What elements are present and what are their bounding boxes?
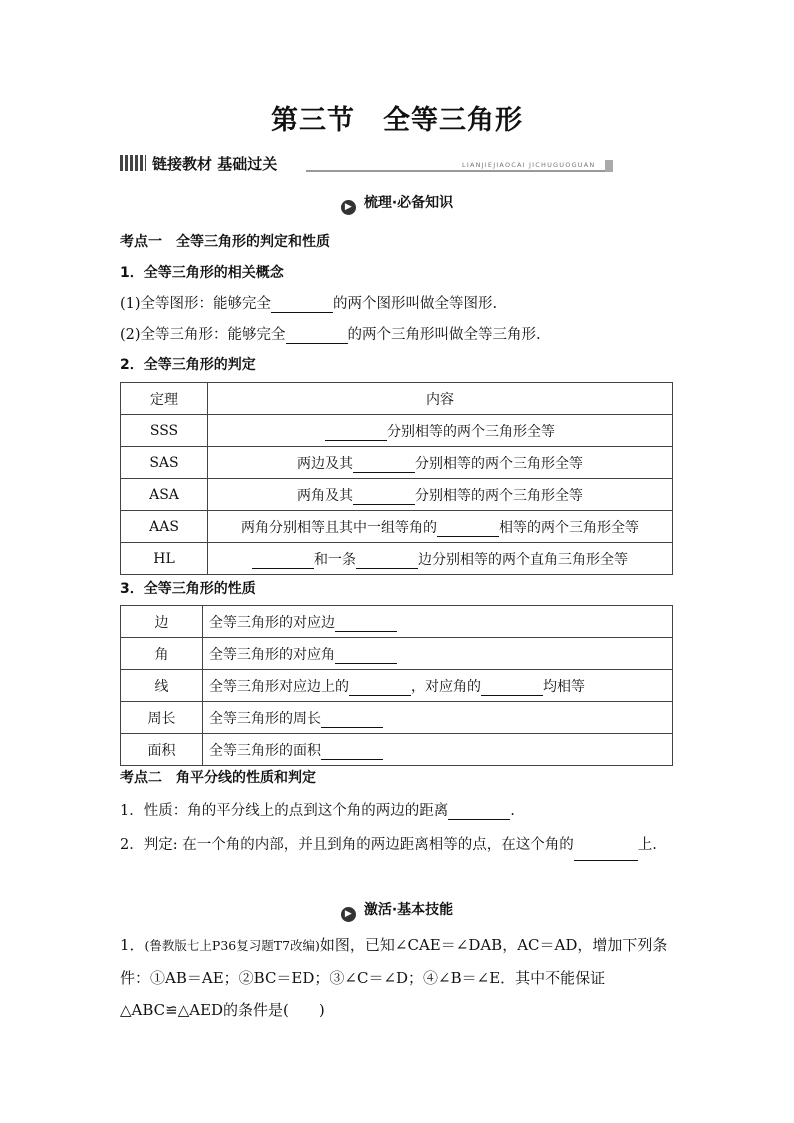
theorem-content <box>208 543 673 575</box>
bisector-judgement <box>120 830 675 861</box>
theorem-text: 两角及其 <box>297 487 353 504</box>
theorem-content <box>208 479 673 511</box>
property-name: 角 <box>121 638 203 670</box>
question-text: 如图，已知∠CAE＝∠DAB，AC＝AD，增加下列条件：①AB＝AE；②BC＝ED；③∠C＝∠D；④∠B＝∠E．其中不能保证△ABC≌△AED的条件是( ) <box>120 936 668 1019</box>
blank[interactable] <box>481 695 543 696</box>
concept-2-text-b: 的两个三角形叫做全等三角形. <box>347 327 541 343</box>
table-row <box>121 734 673 766</box>
judgement-table <box>120 382 673 575</box>
bisector-property <box>120 799 515 820</box>
header-content: 内容 <box>208 383 673 415</box>
theorem-text: 和一条 <box>314 551 356 568</box>
property-text: 全等三角形对应边上的 <box>209 678 349 695</box>
bisector-judgement-text: 2．判定: 在一个角的内部，并且到角的两边距离相等的点，在这个角的 <box>120 837 574 853</box>
theorem-text: 边分别相等的两个直角三角形全等 <box>418 551 628 568</box>
theorem-name: AAS <box>121 511 208 543</box>
table-header-row <box>121 383 673 415</box>
theorem-name: HL <box>121 543 208 575</box>
concept-1-text-a: (1)全等图形：能够完全 <box>120 296 272 312</box>
property-text: ，对应角的 <box>411 678 481 695</box>
property-content <box>203 702 673 734</box>
property-text: 全等三角形的面积 <box>209 742 321 759</box>
property-text: 均相等 <box>543 678 585 695</box>
table-row <box>121 479 673 511</box>
property-name: 线 <box>121 670 203 702</box>
blank[interactable] <box>252 568 314 569</box>
blank[interactable] <box>353 472 415 473</box>
property-text: 全等三角形的对应角 <box>209 646 335 663</box>
blank[interactable] <box>335 663 397 664</box>
section-banner <box>120 153 613 173</box>
blank[interactable] <box>286 343 348 344</box>
blank[interactable] <box>437 536 499 537</box>
theorem-content <box>208 511 673 543</box>
banner-bars-icon <box>120 155 146 171</box>
blank[interactable] <box>574 860 638 861</box>
concept-2 <box>120 323 541 344</box>
property-content <box>203 734 673 766</box>
play-icon: ▶ <box>341 907 356 922</box>
header-theorem: 定理 <box>121 383 208 415</box>
blank[interactable] <box>321 727 383 728</box>
blank[interactable] <box>349 695 411 696</box>
heading-concepts: 1．全等三角形的相关概念 <box>120 265 284 281</box>
blank[interactable] <box>335 631 397 632</box>
bisector-property-text: 1．性质：角的平分线上的点到这个角的两边的距离 <box>120 803 449 819</box>
properties-table <box>120 605 673 766</box>
bisector-judgement-end: 上. <box>637 837 657 853</box>
theorem-name: SAS <box>121 447 208 479</box>
theorem-name: ASA <box>121 479 208 511</box>
table-row <box>121 415 673 447</box>
blank[interactable] <box>321 759 383 760</box>
blank[interactable] <box>325 440 387 441</box>
concept-2-text-a: (2)全等三角形：能够完全 <box>120 327 286 343</box>
page-title: 第三节 全等三角形 <box>271 105 523 136</box>
theorem-text: 相等的两个三角形全等 <box>499 519 639 536</box>
bisector-property-end: . <box>510 803 515 819</box>
heading-properties: 3．全等三角形的性质 <box>120 581 256 597</box>
theorem-content <box>208 415 673 447</box>
section-heading-1-text: 梳理·必备知识 <box>363 195 454 211</box>
theorem-text: 分别相等的两个三角形全等 <box>415 487 583 504</box>
property-name: 边 <box>121 606 203 638</box>
table-row <box>121 543 673 575</box>
banner-rule <box>306 170 605 172</box>
theorem-content <box>208 447 673 479</box>
theorem-text: 分别相等的两个三角形全等 <box>387 423 555 440</box>
theorem-text: 分别相等的两个三角形全等 <box>415 455 583 472</box>
question-number: 1． <box>120 936 145 954</box>
play-icon: ▶ <box>341 200 356 215</box>
property-name: 周长 <box>121 702 203 734</box>
blank[interactable] <box>356 568 418 569</box>
banner-label: 链接教材 基础过关 <box>152 155 278 173</box>
question-1 <box>120 929 675 1026</box>
blank[interactable] <box>448 819 510 820</box>
table-row <box>121 702 673 734</box>
theorem-text: 两角分别相等且其中一组等角的 <box>241 519 437 536</box>
property-text: 全等三角形的周长 <box>209 710 321 727</box>
section-heading-1 <box>0 192 794 215</box>
table-row <box>121 511 673 543</box>
question-source: (鲁教版七上P36复习题T7改编) <box>144 938 320 953</box>
table-row <box>121 670 673 702</box>
table-row <box>121 447 673 479</box>
heading-judgement: 2．全等三角形的判定 <box>120 357 256 373</box>
property-name: 面积 <box>121 734 203 766</box>
section-heading-2-text: 激活·基本技能 <box>363 902 454 918</box>
property-content <box>203 670 673 702</box>
blank[interactable] <box>271 312 333 313</box>
blank[interactable] <box>353 504 415 505</box>
section-heading-2 <box>0 899 794 922</box>
concept-1-text-b: 的两个图形叫做全等图形. <box>333 296 498 312</box>
concept-1 <box>120 292 497 313</box>
theorem-name: SSS <box>121 415 208 447</box>
property-content <box>203 638 673 670</box>
table-row <box>121 638 673 670</box>
banner-subtitle: LIANJIEJIAOCAI JICHUGUOGUAN <box>462 161 596 169</box>
banner-end-mark <box>605 160 613 172</box>
property-text: 全等三角形的对应边 <box>209 614 335 631</box>
kaodian-1: 考点一 全等三角形的判定和性质 <box>120 234 330 250</box>
theorem-text: 两边及其 <box>297 455 353 472</box>
table-row <box>121 606 673 638</box>
property-content <box>203 606 673 638</box>
kaodian-2: 考点二 角平分线的性质和判定 <box>120 770 316 786</box>
